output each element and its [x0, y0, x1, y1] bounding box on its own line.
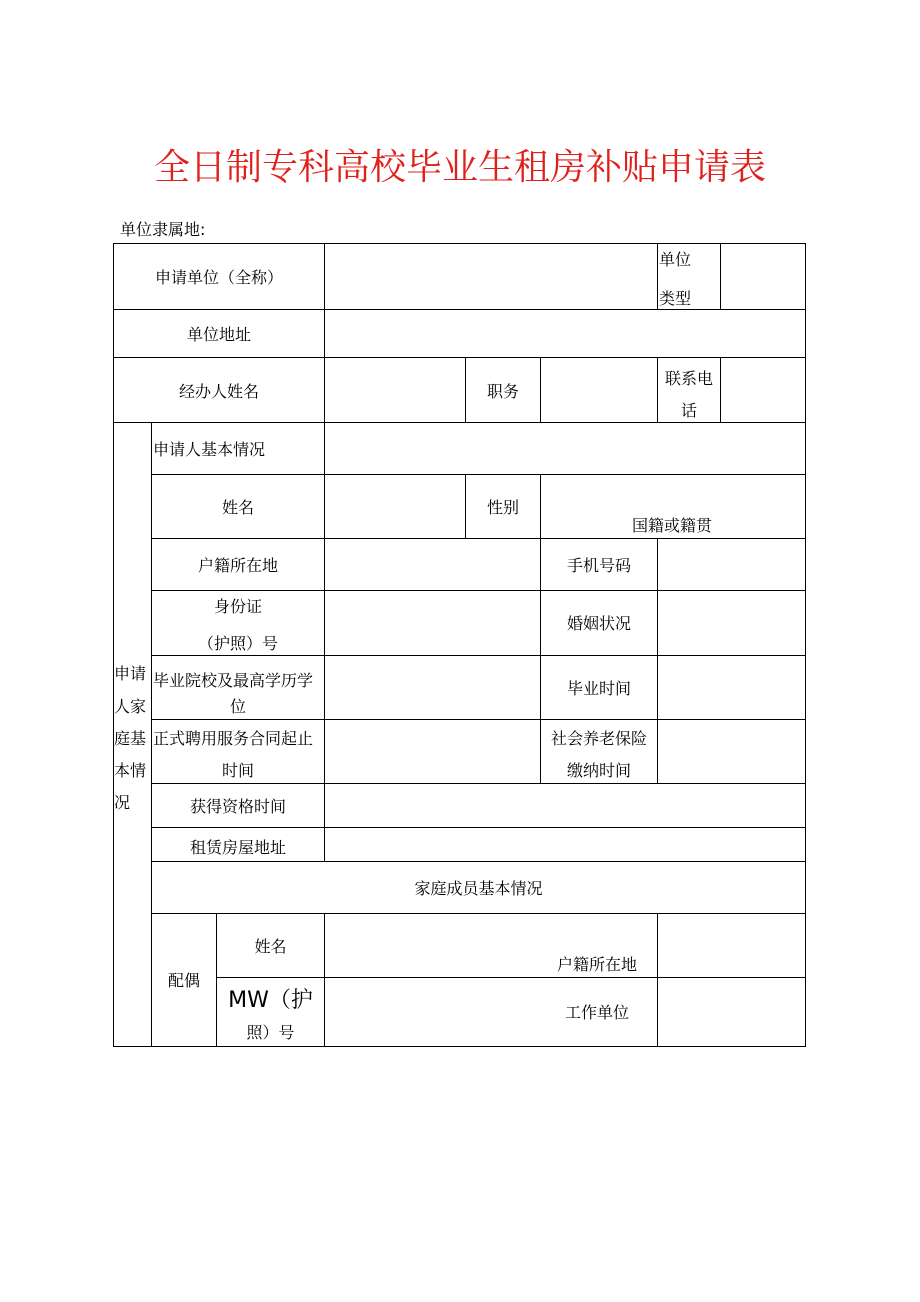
grid-line [540, 357, 541, 422]
id-number-label-line1: 身份证 [213, 597, 262, 616]
grid-line [720, 357, 721, 422]
spouse-id-label-line1: MW（护 [228, 988, 313, 1013]
applicant-basic-heading: 申请人基本情况 [153, 440, 266, 459]
contact-phone-label-line2: 话 [680, 401, 697, 420]
graduation-time-label: 毕业时间 [566, 679, 631, 698]
spouse-id-label-line2: 照）号 [246, 1023, 295, 1042]
mobile-label: 手机号码 [566, 556, 631, 575]
grid-line [151, 827, 806, 828]
school-label-line2: 位 [229, 697, 246, 716]
grid-line [540, 474, 541, 538]
id-number-label-line2: （护照）号 [197, 634, 278, 653]
grid-line [113, 243, 806, 244]
pension-label-line1: 社会养老保险 [550, 729, 647, 748]
pension-label-line2: 缴纳时间 [566, 761, 631, 780]
qualification-time-label: 获得资格时间 [189, 797, 286, 816]
spouse-name-label: 姓名 [254, 937, 287, 956]
grid-line [151, 474, 806, 475]
grid-line [151, 538, 806, 539]
marital-status-label: 婚姻状况 [566, 614, 631, 633]
contract-label-line1: 正式聘用服务合同起止 [153, 729, 314, 748]
contact-phone-label-line1: 联系电 [664, 369, 713, 388]
contract-label-line2: 时间 [221, 761, 254, 780]
grid-line [113, 422, 806, 423]
unit-address-label: 单位地址 [186, 325, 251, 344]
gender-label: 性别 [486, 498, 519, 517]
spouse-label: 配偶 [167, 971, 200, 990]
section-side-label-4: 本情 [114, 761, 147, 780]
spouse-work-unit-label: 工作单位 [565, 1003, 630, 1022]
grid-line [216, 977, 806, 978]
grid-line [324, 474, 325, 862]
household-location-label: 户籍所在地 [197, 556, 278, 575]
page-title: 全日制专科高校毕业生租房补贴申请表 [153, 147, 766, 188]
section-side-label-5: 况 [114, 793, 131, 812]
grid-line [151, 783, 806, 784]
grid-line [113, 357, 806, 358]
rental-address-label: 租赁房屋地址 [189, 838, 286, 857]
grid-line [151, 655, 806, 656]
grid-line [151, 719, 806, 720]
position-label: 职务 [486, 382, 519, 401]
grid-line [805, 243, 806, 1046]
name-label: 姓名 [221, 498, 254, 517]
school-label-line1: 毕业院校及最高学历学 [153, 671, 314, 690]
grid-line [113, 309, 806, 310]
grid-line [324, 913, 325, 1046]
nationality-label: 国籍或籍贯 [632, 516, 713, 535]
section-side-label-1: 申请 [114, 664, 147, 683]
section-side-label-3: 庭基 [114, 729, 147, 748]
unit-affiliation-label: 单位隶属地: [120, 220, 206, 239]
grid-line [657, 538, 658, 783]
grid-line [151, 861, 806, 862]
applicant-unit-label: 申请单位（全称） [154, 268, 283, 287]
family-basic-heading: 家庭成员基本情况 [414, 879, 543, 898]
unit-type-label-line1: 单位 [659, 250, 692, 269]
handler-name-label: 经办人姓名 [178, 382, 259, 401]
grid-line [657, 243, 658, 309]
unit-type-label-line2: 类型 [659, 289, 692, 308]
grid-line [657, 913, 658, 1046]
grid-line [113, 243, 114, 1046]
grid-line [113, 1046, 806, 1047]
grid-line [151, 590, 806, 591]
grid-line [720, 243, 721, 309]
section-side-label-2: 人家 [114, 697, 147, 716]
spouse-household-label: 户籍所在地 [557, 955, 638, 974]
grid-line [324, 243, 325, 474]
grid-line [151, 913, 806, 914]
